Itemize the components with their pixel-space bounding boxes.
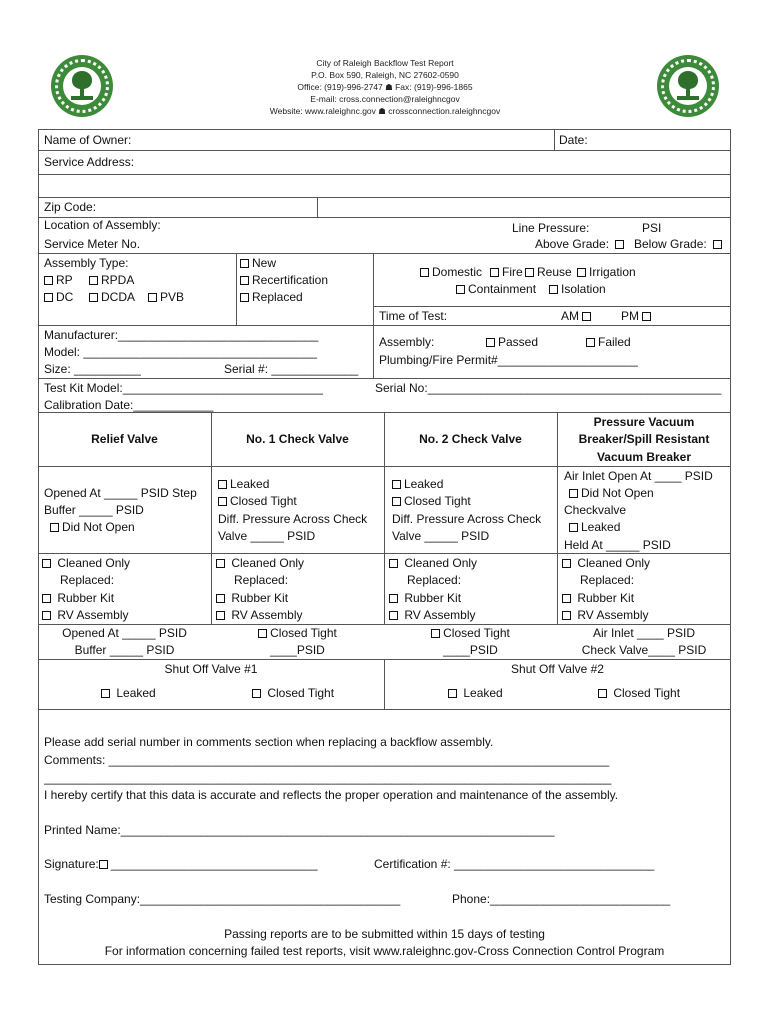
- pvb-option[interactable]: [148, 290, 184, 304]
- below-grade-label: Below Grade:: [634, 237, 707, 251]
- dc-label: DC: [56, 290, 74, 304]
- relief-rv-assembly-checkbox[interactable]: [42, 611, 51, 620]
- rpda-checkbox[interactable]: [89, 276, 98, 285]
- check2-rv-assembly-option[interactable]: [389, 608, 475, 622]
- check1-closed-tight-checkbox[interactable]: [218, 497, 227, 506]
- retest-check1-psid-field[interactable]: ____PSID: [270, 643, 325, 657]
- above-grade-checkbox[interactable]: [615, 240, 624, 249]
- failed-option[interactable]: [586, 335, 631, 349]
- check2-replaced-label: Replaced:: [407, 573, 462, 587]
- containment-option[interactable]: [456, 282, 536, 296]
- check2-closed-tight-label: Closed Tight: [404, 494, 471, 508]
- submission-deadline-note: Passing reports are to be submitted within 15 days of testing: [224, 927, 545, 941]
- passed-label: Passed: [498, 335, 539, 349]
- valve1-closed-tight-option[interactable]: [252, 686, 334, 700]
- replaced-label: Replaced: [252, 290, 303, 304]
- relief-rv-assembly-option[interactable]: [42, 608, 128, 622]
- rpda-option[interactable]: [89, 273, 134, 287]
- check1-closed-tight-option[interactable]: [218, 494, 297, 508]
- valve2-leaked-checkbox[interactable]: [448, 689, 457, 698]
- below-grade-option[interactable]: [634, 237, 725, 251]
- retest-check2-closed-tight-option[interactable]: [384, 626, 557, 640]
- valve1-closed-tight-label: Closed Tight: [267, 686, 335, 700]
- pm-option[interactable]: [621, 309, 654, 323]
- permit-field[interactable]: Plumbing/Fire Permit#_____________________: [379, 353, 638, 367]
- shutoff-valve1-label: Shut Off Valve #1: [164, 662, 258, 676]
- check1-closed-tight-label: Closed Tight: [230, 494, 297, 508]
- am-checkbox[interactable]: [582, 312, 591, 321]
- replacement-note: Please add serial number in comments section when replacing a backflow assembly.: [44, 735, 494, 749]
- divider: [38, 150, 731, 151]
- valve1-leaked-checkbox[interactable]: [101, 689, 110, 698]
- pvb-cleaned-only-checkbox[interactable]: [562, 559, 571, 568]
- header-email: E-mail: cross.connection@raleighncgov: [310, 94, 460, 104]
- relief-valve-header: Relief Valve: [91, 432, 158, 446]
- signature-field[interactable]: [44, 857, 318, 871]
- pvb-label: PVB: [160, 290, 185, 304]
- pvb-leaked-label: Leaked: [581, 520, 621, 534]
- pvb-cleaned-only-option[interactable]: [562, 556, 650, 570]
- new-option[interactable]: [240, 256, 276, 270]
- reuse-checkbox[interactable]: [525, 268, 534, 277]
- valve1-closed-tight-checkbox[interactable]: [252, 689, 261, 698]
- pvb-header-line2: Breaker/Spill Resistant: [578, 432, 710, 446]
- pvb-leaked-checkbox[interactable]: [569, 523, 578, 532]
- check2-cleaned-only-label: Cleaned Only: [404, 556, 478, 570]
- line-pressure-label: Line Pressure:: [512, 221, 590, 235]
- kit-serial-field[interactable]: Serial No:____________________________________________: [375, 381, 722, 395]
- replaced-option[interactable]: [240, 290, 303, 304]
- check2-leaked-label: Leaked: [404, 477, 444, 491]
- date-label: Date:: [559, 133, 588, 147]
- check2-leaked-option[interactable]: [392, 477, 443, 491]
- header-phone: Office: (919)-996-2747 ☗ Fax: (919)-996-1865: [297, 82, 473, 92]
- irrigation-label: Irrigation: [589, 265, 636, 279]
- service-meter-label: Service Meter No.: [44, 237, 141, 251]
- divider: [373, 253, 374, 378]
- pvb-rubber-kit-option[interactable]: [562, 591, 634, 605]
- reuse-label: Reuse: [537, 265, 572, 279]
- pvb-rv-assembly-checkbox[interactable]: [562, 611, 571, 620]
- zip-code-label: Zip Code:: [44, 200, 97, 214]
- check1-rubber-kit-checkbox[interactable]: [216, 594, 225, 603]
- check1-rv-assembly-checkbox[interactable]: [216, 611, 225, 620]
- relief-buffer-field[interactable]: Buffer _____ PSID: [44, 503, 144, 517]
- valve1-leaked-option[interactable]: [101, 686, 156, 700]
- psi-label: PSI: [642, 221, 662, 235]
- check1-leaked-option[interactable]: [218, 477, 269, 491]
- divider: [38, 174, 731, 175]
- new-label: New: [252, 256, 277, 270]
- replaced-checkbox[interactable]: [240, 293, 249, 302]
- domestic-label: Domestic: [432, 265, 483, 279]
- retest-check-valve-field[interactable]: Check Valve____ PSID: [581, 643, 707, 657]
- location-label: Location of Assembly:: [44, 218, 161, 232]
- calibration-date-field[interactable]: Calibration Date:____________: [44, 398, 214, 412]
- containment-label: Containment: [468, 282, 537, 296]
- check1-rv-assembly-label: RV Assembly: [231, 608, 303, 622]
- time-of-test-label: Time of Test:: [379, 309, 448, 323]
- check2-closed-tight-checkbox[interactable]: [392, 497, 401, 506]
- divider: [38, 253, 731, 254]
- check1-leaked-label: Leaked: [230, 477, 270, 491]
- retest-air-inlet-field[interactable]: Air Inlet ____ PSID: [592, 626, 696, 640]
- relief-cleaned-only-option[interactable]: [42, 556, 130, 570]
- relief-did-not-open-checkbox[interactable]: [50, 523, 59, 532]
- relief-rv-assembly-label: RV Assembly: [57, 608, 129, 622]
- retest-relief-buffer-field[interactable]: Buffer _____ PSID: [74, 643, 175, 657]
- pvb-air-inlet-open-field[interactable]: Air Inlet Open At ____ PSID: [564, 469, 713, 483]
- pvb-header-line1: Pressure Vacuum: [593, 415, 695, 429]
- isolation-checkbox[interactable]: [549, 285, 558, 294]
- pvb-rv-assembly-label: RV Assembly: [577, 608, 649, 622]
- relief-cleaned-only-checkbox[interactable]: [42, 559, 51, 568]
- pm-checkbox[interactable]: [642, 312, 651, 321]
- manufacturer-field[interactable]: Manufacturer:______________________________: [44, 328, 319, 342]
- retest-relief-opened-at-field[interactable]: Opened At _____ PSID: [62, 626, 187, 640]
- relief-cleaned-only-label: Cleaned Only: [57, 556, 131, 570]
- dcda-checkbox[interactable]: [89, 293, 98, 302]
- reuse-option[interactable]: [525, 265, 572, 279]
- rp-checkbox[interactable]: [44, 276, 53, 285]
- domestic-checkbox[interactable]: [420, 268, 429, 277]
- dcda-option[interactable]: [89, 290, 135, 304]
- divider: [554, 129, 555, 150]
- dcda-label: DCDA: [101, 290, 136, 304]
- fire-option[interactable]: [490, 265, 523, 279]
- check1-rubber-kit-label: Rubber Kit: [231, 591, 289, 605]
- failed-label: Failed: [598, 335, 631, 349]
- dc-checkbox[interactable]: [44, 293, 53, 302]
- above-grade-label: Above Grade:: [535, 237, 610, 251]
- valve2-closed-tight-label: Closed Tight: [613, 686, 681, 700]
- divider: [236, 253, 237, 325]
- passed-checkbox[interactable]: [486, 338, 495, 347]
- above-grade-option[interactable]: [535, 237, 627, 251]
- check2-rubber-kit-label: Rubber Kit: [404, 591, 462, 605]
- relief-rubber-kit-checkbox[interactable]: [42, 594, 51, 603]
- valve1-leaked-label: Leaked: [116, 686, 156, 700]
- divider: [38, 709, 731, 710]
- header-title: City of Raleigh Backflow Test Report: [316, 58, 454, 68]
- failed-report-info: For information concerning failed test reports, visit www.raleighnc.gov-Cross Connection Control Program: [104, 944, 665, 958]
- check1-rubber-kit-option[interactable]: [216, 591, 288, 605]
- signature-label: Signature:: [44, 857, 99, 871]
- pvb-rubber-kit-label: Rubber Kit: [577, 591, 635, 605]
- check2-rv-assembly-checkbox[interactable]: [389, 611, 398, 620]
- relief-opened-at-field[interactable]: Opened At _____ PSID Step: [44, 486, 197, 500]
- check1-replaced-label: Replaced:: [234, 573, 289, 587]
- signature-checkbox[interactable]: [99, 860, 108, 869]
- model-field[interactable]: Model: ___________________________________: [44, 345, 317, 359]
- pvb-did-not-open-label: Did Not Open: [581, 486, 654, 500]
- isolation-label: Isolation: [561, 282, 606, 296]
- fire-checkbox[interactable]: [490, 268, 499, 277]
- city-seal-left: [51, 55, 113, 117]
- comments-field-continued[interactable]: _____________________________________________________________________________________: [44, 771, 612, 785]
- report-header: [200, 57, 570, 117]
- recertification-option[interactable]: [240, 273, 328, 287]
- check1-valve-psid-field[interactable]: Valve _____ PSID: [218, 529, 316, 543]
- below-grade-checkbox[interactable]: [713, 240, 722, 249]
- check1-cleaned-only-label: Cleaned Only: [231, 556, 305, 570]
- size-field[interactable]: Size: __________: [44, 362, 141, 376]
- check2-leaked-checkbox[interactable]: [392, 480, 401, 489]
- pvb-leaked-option[interactable]: [569, 520, 620, 534]
- check2-rubber-kit-option[interactable]: [389, 591, 461, 605]
- failed-checkbox[interactable]: [586, 338, 595, 347]
- passed-option[interactable]: [486, 335, 538, 349]
- irrigation-checkbox[interactable]: [577, 268, 586, 277]
- pvb-held-at-field[interactable]: Held At _____ PSID: [564, 538, 671, 552]
- header-address: P.O. Box 590, Raleigh, NC 27602-0590: [311, 70, 459, 80]
- fire-label: Fire: [502, 265, 523, 279]
- printed-name-field[interactable]: Printed Name:_________________________________________________________________: [44, 823, 555, 837]
- relief-rubber-kit-option[interactable]: [42, 591, 114, 605]
- check1-diff-pressure-label: Diff. Pressure Across Check: [218, 512, 368, 526]
- divider: [38, 197, 731, 198]
- check1-cleaned-only-checkbox[interactable]: [216, 559, 225, 568]
- am-option[interactable]: [561, 309, 594, 323]
- check2-diff-pressure-label: Diff. Pressure Across Check: [392, 512, 542, 526]
- rpda-label: RPDA: [101, 273, 135, 287]
- relief-did-not-open-option[interactable]: [50, 520, 135, 534]
- recertification-label: Recertification: [252, 273, 329, 287]
- check2-rubber-kit-checkbox[interactable]: [389, 594, 398, 603]
- valve2-closed-tight-option[interactable]: [598, 686, 680, 700]
- pvb-did-not-open-checkbox[interactable]: [569, 489, 578, 498]
- retest-check2-closed-tight-checkbox[interactable]: [431, 629, 440, 638]
- divider: [38, 325, 731, 326]
- recertification-checkbox[interactable]: [240, 276, 249, 285]
- relief-rubber-kit-label: Rubber Kit: [57, 591, 115, 605]
- divider: [317, 197, 318, 217]
- city-seal-right: [657, 55, 719, 117]
- relief-did-not-open-label: Did Not Open: [62, 520, 135, 534]
- containment-checkbox[interactable]: [456, 285, 465, 294]
- isolation-option[interactable]: [549, 282, 606, 296]
- phone-field[interactable]: Phone:___________________________: [452, 892, 671, 906]
- dc-option[interactable]: [44, 290, 73, 304]
- check1-rv-assembly-option[interactable]: [216, 608, 302, 622]
- retest-check1-closed-tight-option[interactable]: [211, 626, 384, 640]
- valve2-closed-tight-checkbox[interactable]: [598, 689, 607, 698]
- certification-number-field[interactable]: Certification #: ______________________________: [374, 857, 655, 871]
- header-website: Website: www.raleighnc.gov ☗ crossconnection.raleighncgov: [269, 106, 501, 116]
- retest-check2-psid-field[interactable]: ____PSID: [443, 643, 498, 657]
- am-label: AM: [561, 309, 579, 323]
- retest-check2-closed-tight-label: Closed Tight: [443, 626, 510, 640]
- irrigation-option[interactable]: [577, 265, 636, 279]
- pvb-cleaned-only-label: Cleaned Only: [577, 556, 651, 570]
- check2-rv-assembly-label: RV Assembly: [404, 608, 476, 622]
- comments-field[interactable]: Comments: ___________________________________________________________________________: [44, 753, 610, 767]
- certification-statement: I hereby certify that this data is accurate and reflects the proper operation and maintenance of the assembly.: [44, 788, 619, 802]
- shutoff-valve2-label: Shut Off Valve #2: [511, 662, 604, 676]
- pvb-checkvalve-label: Checkvalve: [564, 503, 627, 517]
- divider: [38, 378, 731, 379]
- check1-leaked-checkbox[interactable]: [218, 480, 227, 489]
- valve2-leaked-option[interactable]: [448, 686, 503, 700]
- pm-label: PM: [621, 309, 639, 323]
- relief-replaced-label: Replaced:: [60, 573, 115, 587]
- new-checkbox[interactable]: [240, 259, 249, 268]
- service-address-label: Service Address:: [44, 155, 135, 169]
- check1-cleaned-only-option[interactable]: [216, 556, 304, 570]
- assembly-type-label: Assembly Type:: [44, 256, 129, 270]
- pvb-rubber-kit-checkbox[interactable]: [562, 594, 571, 603]
- pvb-checkbox[interactable]: [148, 293, 157, 302]
- check1-header: No. 1 Check Valve: [246, 432, 349, 446]
- divider: [38, 624, 731, 625]
- pvb-rv-assembly-option[interactable]: [562, 608, 648, 622]
- owner-name-label: Name of Owner:: [44, 133, 132, 147]
- check2-cleaned-only-option[interactable]: [389, 556, 477, 570]
- rp-option[interactable]: [44, 273, 73, 287]
- assembly-result-label: Assembly:: [379, 335, 435, 349]
- check2-cleaned-only-checkbox[interactable]: [389, 559, 398, 568]
- check2-header: No. 2 Check Valve: [419, 432, 522, 446]
- pvb-did-not-open-option[interactable]: [569, 486, 654, 500]
- check2-valve-psid-field[interactable]: Valve _____ PSID: [392, 529, 490, 543]
- retest-check1-closed-tight-label: Closed Tight: [270, 626, 337, 640]
- retest-check1-closed-tight-checkbox[interactable]: [258, 629, 267, 638]
- serial-field[interactable]: Serial #: _____________: [224, 362, 359, 376]
- divider: [373, 306, 731, 307]
- check2-closed-tight-option[interactable]: [392, 494, 471, 508]
- test-kit-field[interactable]: Test Kit Model:______________________________: [44, 381, 323, 395]
- rp-label: RP: [56, 273, 73, 287]
- testing-company-field[interactable]: Testing Company:_______________________________________: [44, 892, 401, 906]
- signature-line: _______________________________: [110, 857, 318, 871]
- valve2-leaked-label: Leaked: [463, 686, 503, 700]
- domestic-option[interactable]: [420, 265, 482, 279]
- pvb-header-line3: Vacuum Breaker: [596, 450, 692, 464]
- pvb-replaced-label: Replaced:: [580, 573, 635, 587]
